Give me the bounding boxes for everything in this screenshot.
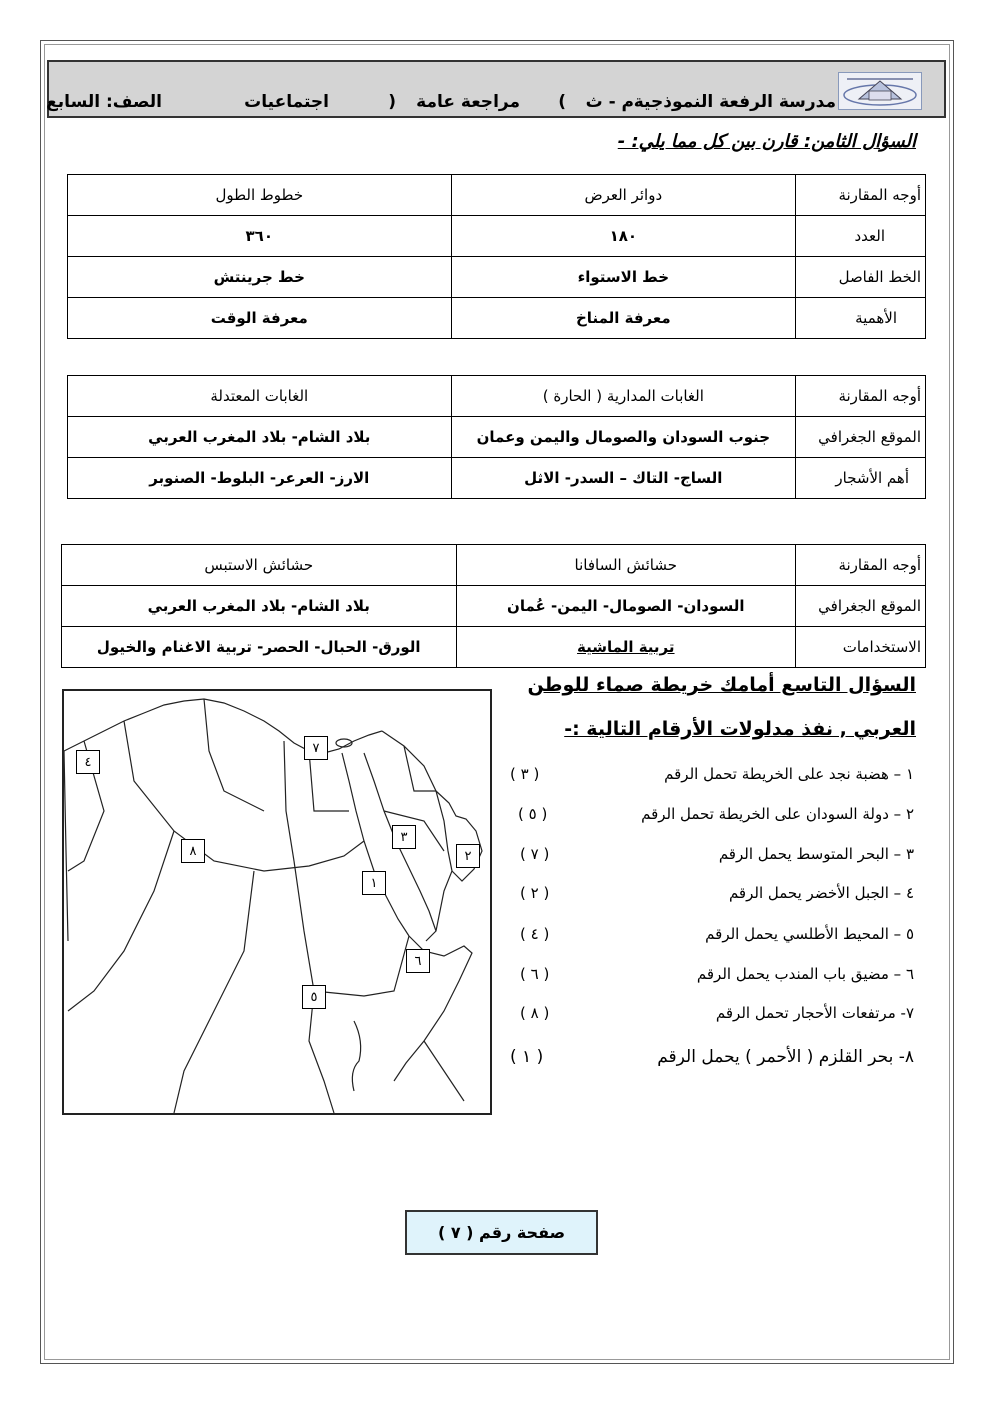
map-label-7: ٧ (304, 736, 328, 760)
table-lat-long (67, 174, 926, 339)
q9-item: ٦ – مضيق باب المندب يحمل الرقم (696, 965, 914, 983)
q9-item: ٢ – دولة السودان على الخريطة تحمل الرقم (641, 805, 914, 823)
table-cell: أهم الأشجار (796, 458, 926, 499)
school-name: مدرسة الرفعة النموذجية (633, 92, 836, 112)
table-cell: الموقع الجغرافي (796, 417, 926, 458)
table-row (68, 458, 926, 499)
table-cell: الأهمية (796, 298, 926, 339)
table-cell: تربية الماشية (456, 627, 796, 668)
q9-answer: ( ٣ ) (510, 765, 540, 783)
table-cell: الارز- العرعر- البلوط- الصنوبر (68, 458, 452, 499)
table-cell: أوجه المقارنة (796, 376, 926, 417)
table-row (68, 298, 926, 339)
table-forests (67, 375, 926, 499)
school-level: م - ث (585, 92, 634, 112)
arab-world-blank-map (62, 689, 492, 1115)
table-cell: الساج- التاك – السدر- الاثل (451, 458, 796, 499)
table-cell: جنوب السودان والصومال واليمن وعمان (451, 417, 796, 458)
q9-title-line1: السؤال التاسع أمامك خريطة صماء للوطن (527, 674, 916, 696)
q9-answer: ( ٢ ) (520, 884, 550, 902)
table-cell: الغابات المعتدلة (68, 376, 452, 417)
table-cell: أوجه المقارنة (796, 175, 926, 216)
page-number: صفحة رقم ( ٧ ) (405, 1210, 598, 1255)
map-label-4: ٤ (76, 750, 100, 774)
table-grasslands (61, 544, 926, 668)
table-cell: ١٨٠ (451, 216, 796, 257)
q9-answer: ( ٤ ) (520, 925, 550, 943)
q9-answer: ( ٨ ) (520, 1004, 550, 1022)
table-row (68, 257, 926, 298)
table-cell: خط الاستواء (451, 257, 796, 298)
table-row (62, 545, 926, 586)
table-cell: بلاد الشام- بلاد المغرب العربي (62, 586, 457, 627)
map-label-5: ٥ (302, 985, 326, 1009)
map-label-1: ١ (362, 871, 386, 895)
table-row (68, 417, 926, 458)
q9-item: ٣ – البحر المتوسط يحمل الرقم (718, 845, 914, 863)
table-cell: دوائر العرض (451, 175, 796, 216)
map-label-3: ٣ (392, 825, 416, 849)
q9-item: ٨- بحر القلزم ( الأحمر ) يحمل الرقم (657, 1047, 914, 1067)
table-cell: السودان- الصومال- اليمن- عُمان (456, 586, 796, 627)
map-label-6: ٦ (406, 949, 430, 973)
q9-item: ٧- مرتفعات الأحجار تحمل الرقم (715, 1004, 914, 1022)
q9-answer: ( ٦ ) (520, 965, 550, 983)
table-row (68, 175, 926, 216)
subject-label: اجتماعيات (244, 92, 329, 112)
q9-item: ٤ – الجبل الأخضر يحمل الرقم (728, 884, 914, 902)
table-cell: أوجه المقارنة (796, 545, 926, 586)
q9-answer: ( ٥ ) (518, 805, 548, 823)
table-cell: ٣٦٠ (68, 216, 452, 257)
table-cell: العدد (796, 216, 926, 257)
q9-item: ١ – هضبة نجد على الخريطة تحمل الرقم (664, 765, 914, 783)
table-cell: الورق- الحبال- الحصر- تربية الاغنام والخيول (62, 627, 457, 668)
table-cell: الخط الفاصل (796, 257, 926, 298)
table-cell: خطوط الطول (68, 175, 452, 216)
q9-title-line2: العربي , نفذ مدلولات الأرقام التالية :- (564, 718, 916, 740)
grade-label: الصف: السابع (46, 92, 162, 112)
q9-answer: ( ٧ ) (520, 845, 550, 863)
table-row (68, 376, 926, 417)
table-cell: الموقع الجغرافي (796, 586, 926, 627)
table-cell: حشائش الاستبس (62, 545, 457, 586)
table-cell: الغابات المدارية ( الحارة ) (451, 376, 796, 417)
review-label: مراجعة عامة (416, 92, 520, 112)
table-cell: الاستخدامات (796, 627, 926, 668)
table-cell: خط جرينتش (68, 257, 452, 298)
table-row (62, 627, 926, 668)
table-cell: بلاد الشام- بلاد المغرب العربي (68, 417, 452, 458)
table-cell: حشائش السافانا (456, 545, 796, 586)
paren-open: ( (558, 92, 566, 112)
table-cell: معرفة المناخ (451, 298, 796, 339)
paren-close: ) (388, 92, 396, 112)
table-row (62, 586, 926, 627)
q9-answer: ( ١ ) (510, 1047, 544, 1067)
header-bar (47, 60, 946, 118)
q8-title: السؤال الثامن: قارن بين كل مما يلي: - (617, 131, 916, 152)
table-cell: معرفة الوقت (68, 298, 452, 339)
map-outline-icon (64, 691, 490, 1113)
school-logo-icon (838, 72, 922, 110)
table-row (68, 216, 926, 257)
map-label-2: ٢ (456, 844, 480, 868)
map-label-8: ٨ (181, 839, 205, 863)
q9-item: ٥ – المحيط الأطلسي يحمل الرقم (705, 925, 914, 943)
